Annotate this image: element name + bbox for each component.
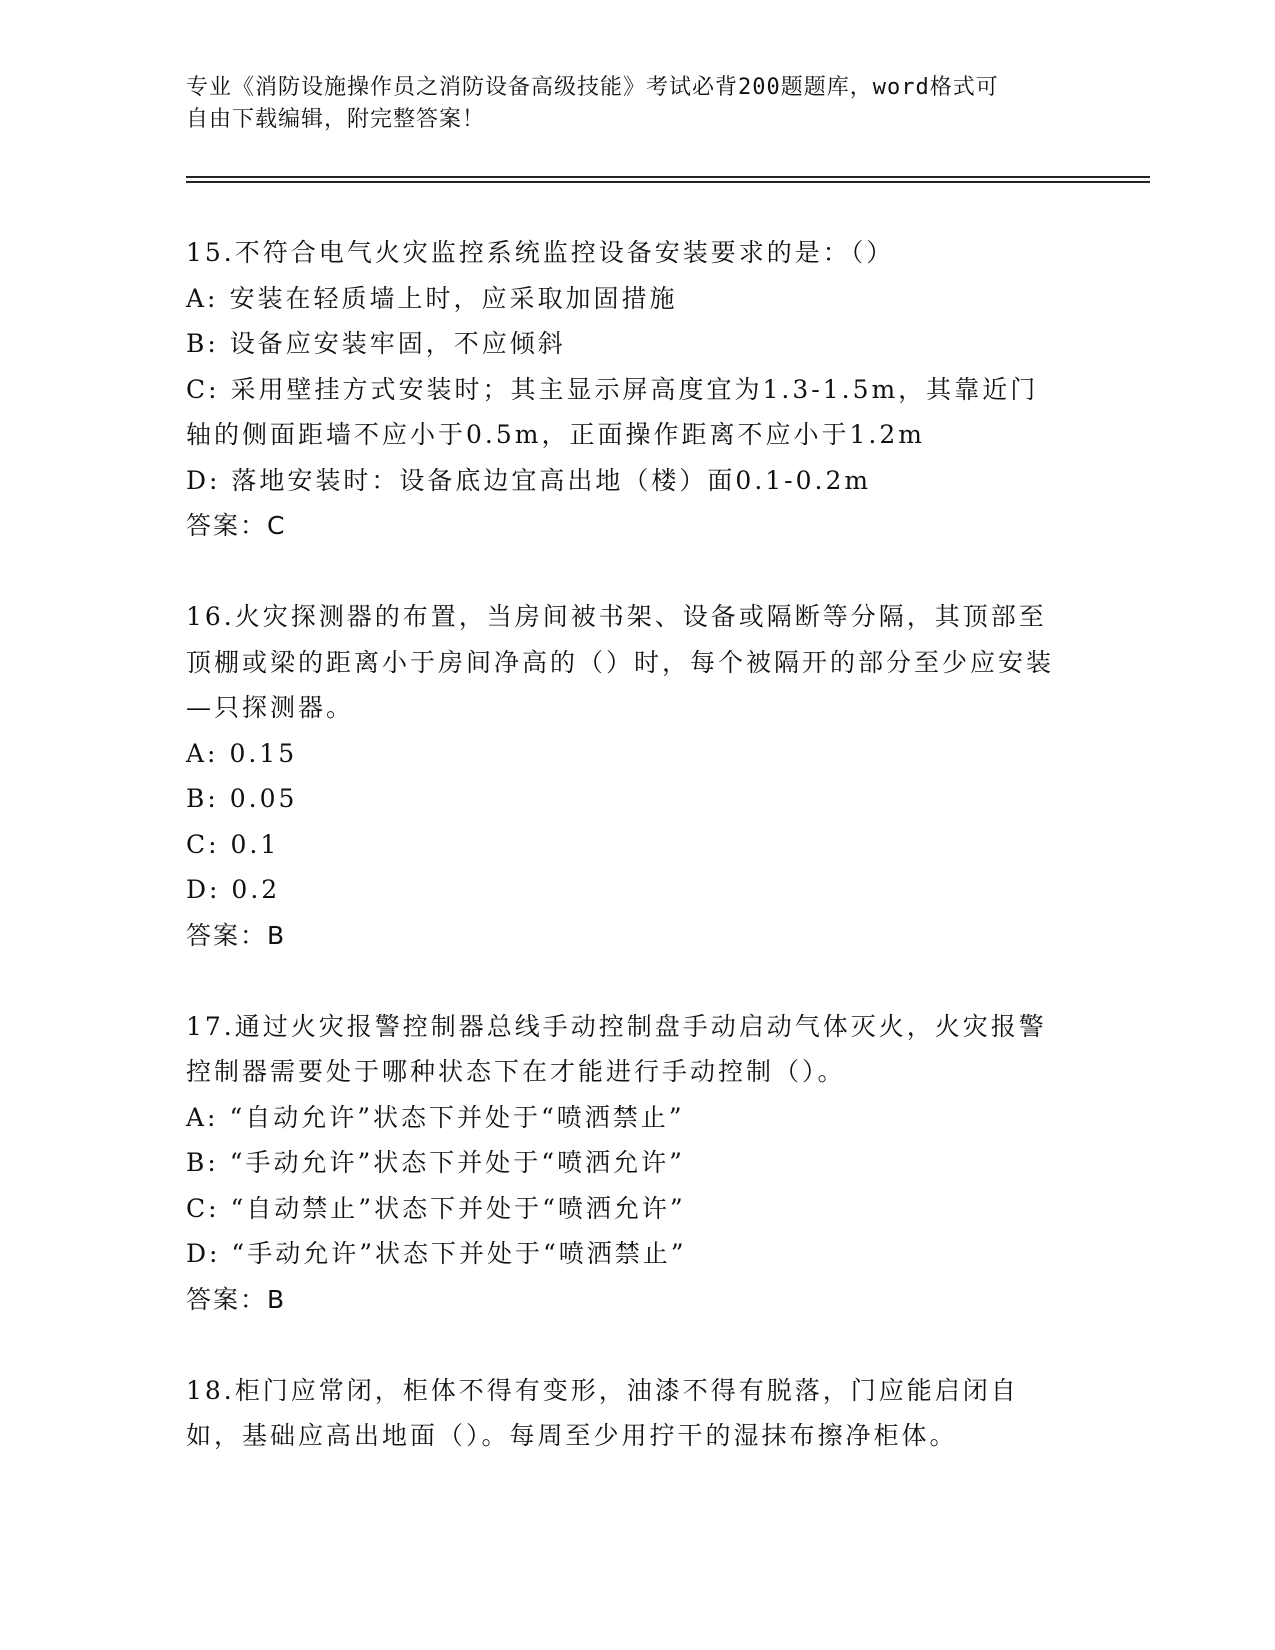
option-b (186, 776, 1066, 822)
option-a (186, 1095, 1066, 1141)
option-d (186, 458, 1066, 504)
question-17 (186, 1004, 1066, 1323)
option-c (186, 1186, 1066, 1232)
option-key: B: (186, 1148, 219, 1177)
option-text: 设备应安装牢固，不应倾斜 (229, 329, 566, 358)
option-text: “手动允许”状态下并处于“喷洒允许” (229, 1148, 685, 1177)
question-stem: 18.柜门应常闭，柜体不得有变形，油漆不得有脱落，门应能启闭自如，基础应高出地面（）。每周至少用拧干的湿抹布擦净柜体。 (186, 1375, 1019, 1450)
option-key: B: (186, 784, 219, 813)
option-c (186, 367, 1066, 458)
option-key: B: (186, 329, 219, 358)
answer: 答案：B (186, 1284, 287, 1314)
option-text: 0.2 (231, 875, 281, 904)
option-key: C: (186, 374, 220, 404)
option-text: 0.05 (229, 784, 298, 813)
option-c (186, 822, 1066, 868)
option-key: A: (186, 738, 219, 768)
option-text: 落地安装时：设备底边宜高出地（楼）面0.1-0.2m (231, 465, 872, 495)
option-key: A: (186, 283, 219, 313)
question-stem: 17.通过火灾报警控制器总线手动控制盘手动启动气体灭火，火灾报警控制器需要处于哪种状态下在才能进行手动控制（）。 (186, 1011, 1047, 1086)
option-text: 0.15 (229, 738, 298, 768)
option-text: 采用壁挂方式安装时；其主显示屏高度宜为1.3-1.5m，其靠近门轴的侧面距墙不应小于0.5m，正面操作距离不应小于1.2m (186, 374, 1039, 449)
option-key: C: (186, 829, 220, 859)
header-line-2: 自由下载编辑，附完整答案！ (186, 107, 486, 132)
option-key: C: (186, 1193, 220, 1223)
question-16 (186, 594, 1066, 958)
option-a (186, 276, 1066, 322)
option-key: D: (186, 465, 221, 495)
option-key: D: (186, 875, 221, 904)
question-stem: 16.火灾探测器的布置，当房间被书架、设备或隔断等分隔，其顶部至顶棚或梁的距离小于房间净高的（）时，每个被隔开的部分至少应安装—只探测器。 (186, 602, 1055, 722)
question-15 (186, 230, 1066, 549)
option-b (186, 1140, 1066, 1186)
option-text: “手动允许”状态下并处于“喷洒禁止” (231, 1239, 687, 1268)
option-key: A: (186, 1102, 219, 1132)
option-text: 安装在轻质墙上时，应采取加固措施 (229, 283, 678, 313)
document-header (186, 72, 1066, 136)
header-line-1: 专业《消防设施操作员之消防设备高级技能》考试必背200题题库，word格式可 (186, 75, 999, 100)
header-divider (186, 176, 1150, 183)
option-d (186, 1231, 1066, 1277)
question-stem: 15.不符合电气火灾监控系统监控设备安装要求的是：（） (186, 238, 895, 267)
question-18 (186, 1368, 1066, 1459)
option-a (186, 731, 1066, 777)
option-key: D: (186, 1239, 221, 1268)
question-list (186, 230, 1066, 1504)
answer: 答案：C (186, 511, 287, 540)
option-text: “自动允许”状态下并处于“喷洒禁止” (229, 1102, 685, 1132)
option-text: 0.1 (230, 829, 280, 859)
answer: 答案：B (186, 920, 287, 950)
option-text: “自动禁止”状态下并处于“喷洒允许” (230, 1193, 686, 1223)
option-d (186, 867, 1066, 913)
option-b (186, 321, 1066, 367)
